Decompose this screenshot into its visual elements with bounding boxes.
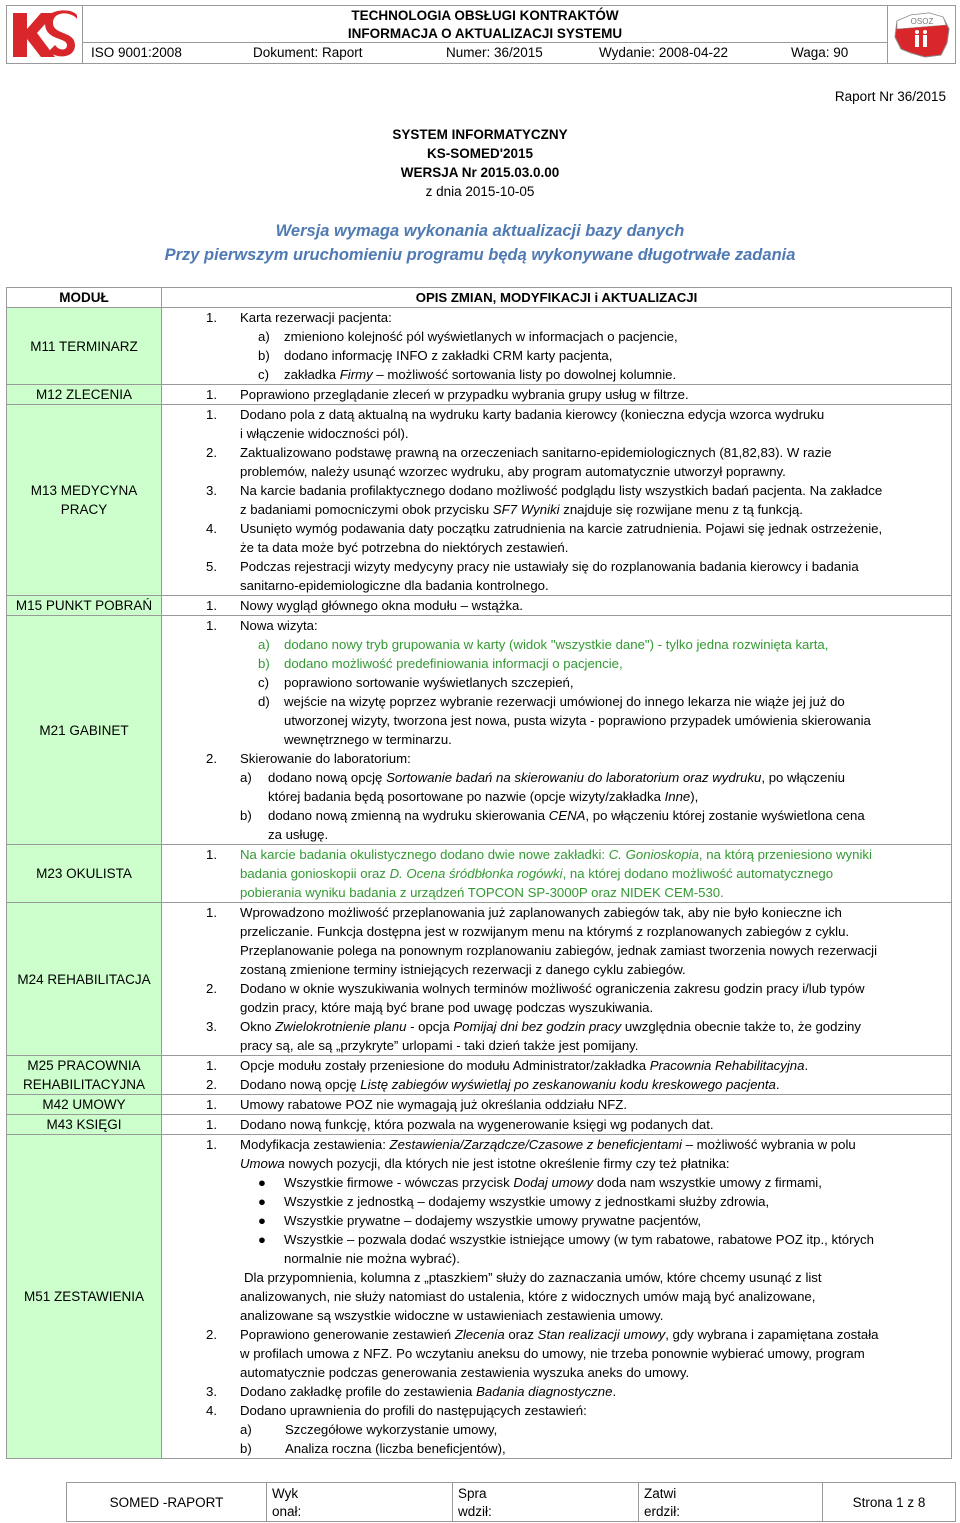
module-m21: M21 GABINET: [7, 616, 162, 845]
desc-m23: 1. Na karcie badania okulistycznego dodano dwie nowe zakładki: C. Gonioskopia, na którą przeniesiono wyniki badania gonioskopii oraz D. Ocena śródbłonka rogówki, na której dodano możliwość automatycznego pobierania wyniku badania z urządzeń TOPCON SP-3000P oraz NIDEK CEM-530.: [162, 845, 952, 903]
notice-line-2: Przy pierwszym uruchomieniu programu będą wykonywane długotrwałe zadania: [164, 246, 796, 264]
wydanie-label: Wydanie: 2008-04-22: [599, 45, 728, 60]
desc-m25: 1. Opcje modułu zostały przeniesione do modułu Administrator/zakładka Pracownia Rehabilitacyjna. 2. Dodano nową opcję Listę zabiegów wyświetlaj po zeskanowaniu kodu kreskowego pacjenta.: [162, 1056, 952, 1095]
svg-text:OSOZ: OSOZ: [910, 16, 933, 26]
system-name: SYSTEM INFORMATYCZNY: [392, 127, 568, 142]
col-module-header: MODUŁ: [7, 288, 162, 308]
changes-table: [6, 287, 952, 1459]
table-row: [7, 405, 952, 596]
footer-sprawdzil: Spra wdził:: [453, 1483, 639, 1521]
system-version: WERSJA Nr 2015.03.0.00: [400, 165, 560, 180]
table-row: [7, 596, 952, 616]
document-header: [6, 5, 956, 64]
header-meta: [83, 43, 887, 63]
table-row: [7, 1115, 952, 1135]
desc-m11: 1. Karta rezerwacji pacjenta: a) zmieniono kolejność pól wyświetlanych w informacjach o pacjencie, b) dodano informację INFO z zakładki CRM karty pacjenta, c) zakładka Firmy – możliwość sortowania listy po dowolnej kolumnie.: [162, 308, 952, 385]
desc-m21: 1. Nowa wizyta: a) dodano nowy tryb grupowania w karty (widok "wszystkie dane") - tylko jedna rozwinięta karta, b) dodano możliwość predefiniowania informacji o pacjencie, c) poprawiono sortowanie wyświetlanych szczepień, d) wejście na wizytę poprzez wybranie rezerwacji umówionej do innego lekarza nie wiąże jej już do utworzonej wizyty, tworzona jest nowa, pusta wizyta - poprawiono przypadek umówienia skierowania wewnętrznego w terminarzu. 2. Skierowanie do laboratorium: a) dodano nową opcję Sortowanie badań na skierowaniu do laboratorium oraz wydruku, po włączeniu której badania będą posortowane po nazwie (opcje wizyty/zakładka Inne), b) dodano nową zmienną na wydruku skierowania CENA, po włączeniu której zostanie wyświetlona cena za usługę.: [162, 616, 952, 845]
footer-page-number: Strona 1 z 8: [852, 1494, 926, 1510]
table-row: [7, 1095, 952, 1115]
footer-wykonal: Wyk onał:: [267, 1483, 453, 1521]
module-m23: M23 OKULISTA: [7, 845, 162, 903]
osoz-logo: [887, 6, 955, 63]
desc-m42: 1. Umowy rabatowe POZ nie wymagają już określania oddziału NFZ.: [162, 1095, 952, 1115]
module-m51: M51 ZESTAWIENIA: [7, 1135, 162, 1459]
report-number: Raport Nr 36/2015: [834, 89, 946, 104]
header-subtitle: INFORMACJA O AKTUALIZACJI SYSTEMU: [83, 25, 887, 43]
desc-m43: 1. Dodano nową funkcję, która pozwala na wygenerowanie księgi wg podanych dat.: [162, 1115, 952, 1135]
module-m15: M15 PUNKT POBRAŃ: [7, 596, 162, 616]
table-row: [7, 1135, 952, 1459]
system-date: z dnia 2015-10-05: [425, 184, 535, 199]
waga-label: Waga: 90: [791, 45, 849, 60]
ks-logo: [7, 6, 83, 63]
header-title: TECHNOLOGIA OBSŁUGI KONTRAKTÓW: [351, 8, 619, 23]
col-desc-header: OPIS ZMIAN, MODYFIKACJI i AKTUALIZACJI: [162, 288, 952, 308]
dokument-label: Dokument: Raport: [253, 45, 363, 60]
module-m42: M42 UMOWY: [7, 1095, 162, 1115]
table-row: [7, 308, 952, 385]
bullet-icon: ●: [258, 1194, 266, 1209]
footer-zatwierdzil: Zatwi erdził:: [639, 1483, 823, 1521]
bullet-icon: ●: [258, 1175, 266, 1190]
table-row: [7, 616, 952, 845]
desc-m13: 1. Dodano pola z datą aktualną na wydruku karty badania kierowcy (konieczna edycja wzorca wydruku i włączenie widoczności pól). 2. Zaktualizowano podstawę prawną na orzeczeniach sanitarno-epidemiologicznych (81,82,83). W razie problemów, należy usunąć wzorzec wydruku, aby program automatycznie utworzył poprawny. 3. Na karcie badania profilaktycznego dodano możliwość podglądu listy wszystkich badań pacjenta. Na zakładce z badaniami pomocniczymi obok przycisku SF7 Wyniki znajduje się rozwijane menu z tą funkcją. 4. Usunięto wymóg podawania daty początku zatrudnienia na karcie zatrudnienia. Pojawi się jednak ostrzeżenie, że ta data może być potrzebna do niektórych zestawień. 5. Podczas rejestracji wizyty medycyny pracy nie ustawiały się do rozplanowania badania kierowcy i badania sanitarno-epidemiologiczne dla badania kontrolnego.: [162, 405, 952, 596]
table-row: [7, 903, 952, 1056]
module-m24: M24 REHABILITACJA: [7, 903, 162, 1056]
module-m12: M12 ZLECENIA: [7, 385, 162, 405]
table-row: [7, 385, 952, 405]
poland-map-icon: [891, 9, 953, 61]
document-footer: [66, 1482, 956, 1522]
desc-m12: 1. Poprawiono przeglądanie zleceń w przypadku wybrania grupy usług w filtrze.: [162, 385, 952, 405]
bullet-icon: ●: [258, 1232, 266, 1247]
module-m43: M43 KSIĘGI: [7, 1115, 162, 1135]
table-row: [7, 1056, 952, 1095]
desc-m15: 1. Nowy wygląd głównego okna modułu – wstążka.: [162, 596, 952, 616]
notice-line-1: Wersja wymaga wykonania aktualizacji bazy danych: [275, 222, 685, 240]
module-m13: M13 MEDYCYNA PRACY: [7, 405, 162, 596]
module-m11: M11 TERMINARZ: [7, 308, 162, 385]
table-header-row: [7, 288, 952, 308]
bullet-icon: ●: [258, 1213, 266, 1228]
ks-logo-icon: [9, 9, 81, 61]
numer-label: Numer: 36/2015: [446, 45, 543, 60]
desc-m24: 1. Wprowadzono możliwość przeplanowania już zaplanowanych zabiegów tak, aby nie było konieczne ich przeliczanie. Funkcja dostępna jest w rozwijanym menu na którymś z rozplanowanych zabiegów z cyklu. Przeplanowanie polega na ponownym rozplanowaniu zabiegów, jednak zamiast tworzenia nowych rezerwacji zostaną zmienione terminy istniejących rezerwacji z danego cyklu zabiegów. 2. Dodano w oknie wyszukiwania wolnych terminów możliwość ograniczenia zakresu godzin pracy i/lub typów godzin pracy, które mają być brane pod uwagę podczas wyszukiwania. 3. Okno Zwielokrotnienie planu - opcja Pomijaj dni bez godzin pracy uwzględnia obecnie także to, że godziny pracy są, ale są „przykryte” urlopami - taki dzień także jest pomijany.: [162, 903, 952, 1056]
footer-somed: SOMED -RAPORT: [67, 1483, 267, 1521]
desc-m51: 1. Modyfikacja zestawienia: Zestawienia/Zarządcze/Czasowe z beneficjentami – możliwość wybrania w polu Umowa nowych pozycji, dla których nie jest istotne określenie firmy czy też płatnika: ● Wszystkie firmowe - wówczas przycisk Dodaj umowy doda nam wszystkie umowy z firmami, ● Wszystkie z jednostką – dodajemy wszystkie umowy z jednostkami służby zdrowia, ● Wszystkie prywatne – dodajemy wszystkie umowy prywatne pacjentów, ● Wszystkie – pozwala dodać wszystkie istniejące umowy (w tym rabatowe, rabatowe POZ itp., których normalnie nie można wybrać). Dla przypomnienia, kolumna z „ptaszkiem” służy do zaznaczania umów, które chcemy usunąć z list analizowanych, nie służy natomiast do ustalenia, które z widocznych umów mają być analizowane, analizowane są wszystkie widoczne w ustawieniach zestawienia umowy. 2. Poprawiono generowanie zestawień Zlecenia oraz Stan realizacji umowy, gdy wybrana i zapamiętana została w profilach umowa z NFZ. Po wczytaniu aneksu do umowy, nie trzeba ponownie wybierać umowy, program automatycznie podczas generowania zestawienia wyszuka aneks do umowy. 3. Dodano zakładkę profile do zestawienia Badania diagnostyczne. 4. Dodano uprawnienia do profili do następujących zestawień: a) Szczegółowe wykorzystanie umowy, b) Analiza roczna (liczba beneficjentów),: [162, 1135, 952, 1459]
system-product: KS-SOMED'2015: [427, 146, 533, 161]
module-m25: M25 PRACOWNIA REHABILITACYJNA: [7, 1056, 162, 1095]
iso-label: ISO 9001:2008: [91, 45, 182, 60]
table-row: [7, 845, 952, 903]
